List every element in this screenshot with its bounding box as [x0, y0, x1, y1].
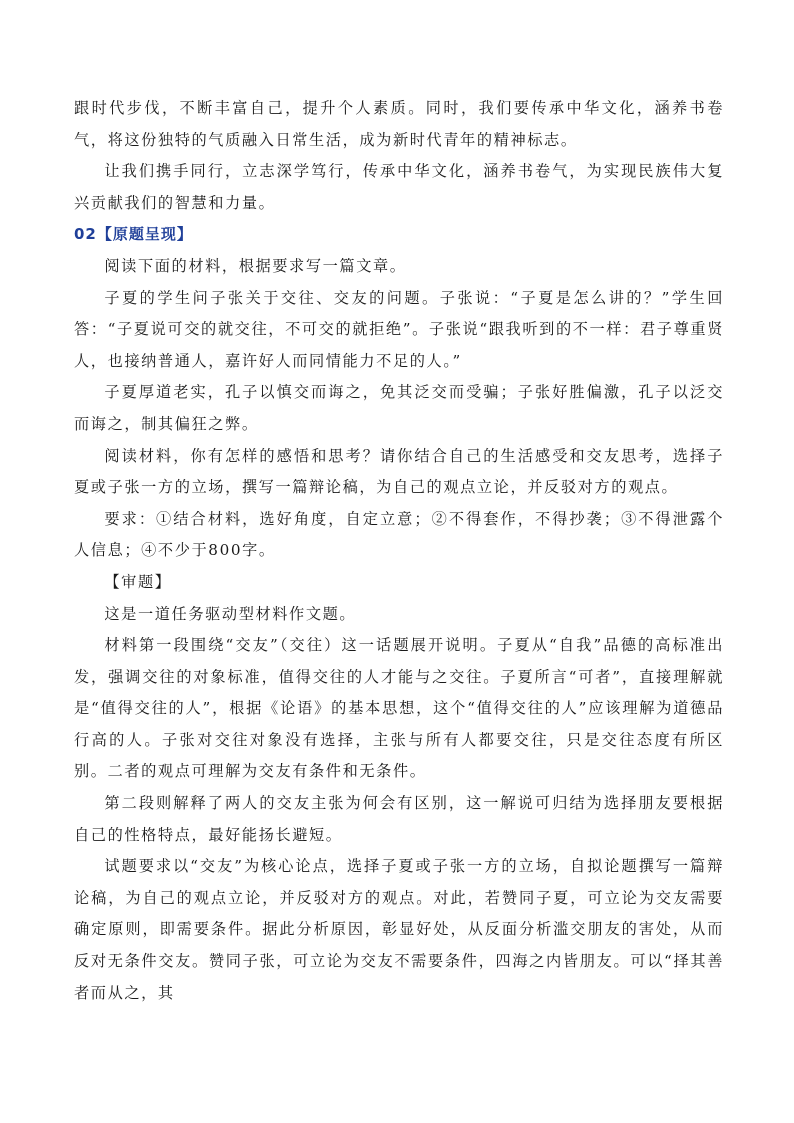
continued-paragraph: 跟时代步伐，不断丰富自己，提升个人素质。同时，我们要传承中华文化，涵养书卷气，将这份独特的气质融入日常生活，成为新时代青年的精神标志。 — [74, 99, 724, 149]
section-title-text: 【原题呈现】 — [96, 225, 193, 244]
prompt-task: 阅读材料，你有怎样的感悟和思考？请你结合自己的生活感受和交友思考，选择子夏或子张一方的立场，撰写一篇辩论稿，为自己的观点立论，并反驳对方的观点。 — [74, 446, 724, 497]
analysis-paragraph: 试题要求以“交友”为核心论点，选择子夏或子张一方的立场，自拟论题撰写一篇辩论稿，为自己的观点立论，并反驳对方的观点。对此，若赞同子夏，可立论为交友需要确定原则，即需要条件。据此分析原因，彰显好处，从反面分析滥交朋友的害处，从而反对无条件交友。赞同子张，可立论为交友不需要条件，四海之内皆朋友。可以“择其善者而从之，其 — [74, 857, 724, 1002]
analysis-paragraph: 第二段则解释了两人的交友主张为何会有区别，这一解说可归结为选择朋友要根据自己的性格特点，最好能扬长避短。 — [74, 794, 724, 844]
document-body — [74, 93, 724, 1009]
prompt-requirements: 要求：①结合材料，选好角度，自定立意；②不得套作，不得抄袭；③不得泄露个人信息；④不少于800字。 — [74, 509, 724, 560]
analysis-paragraph: 这是一道任务驱动型材料作文题。 — [104, 604, 357, 623]
analysis-paragraph: 材料第一段围绕“交友”（交往）这一话题展开说明。子夏从“自我”品德的高标准出发，强调交往的对象标准，值得交往的人才能与之交往。子夏所言“可者”，直接理解就是“值得交往的人”，根据《论语》的基本思想，这个“值得交往的人”应该理解为道德品行高的人。子张对交往对象没有选择，主张与所有人都要交往，只是交往态度有所区别。二者的观点可理解为交友有条件和无条件。 — [74, 636, 724, 781]
prompt-material-dialogue: 子夏的学生问子张关于交往、交友的问题。子张说：“子夏是怎么讲的？”学生回答：“子夏说可交的就交往，不可交的就拒绝”。子张说“跟我听到的不一样：君子尊重贤人，也接纳普通人，嘉许好人而同情能力不足的人。” — [74, 288, 724, 370]
section-number: 02 — [74, 225, 97, 244]
analysis-heading: 【审题】 — [104, 572, 172, 591]
prompt-instruction: 阅读下面的材料，根据要求写一篇文章。 — [104, 256, 407, 275]
prompt-material-context: 子夏厚道老实，孔子以慎交而诲之，免其泛交而受骗；子张好胜偏激，孔子以泛交而诲之，制其偏狂之弊。 — [74, 383, 724, 433]
section-heading — [74, 219, 724, 251]
closing-paragraph: 让我们携手同行，立志深学笃行，传承中华文化，涵养书卷气，为实现民族伟大复兴贡献我们的智慧和力量。 — [74, 162, 724, 212]
